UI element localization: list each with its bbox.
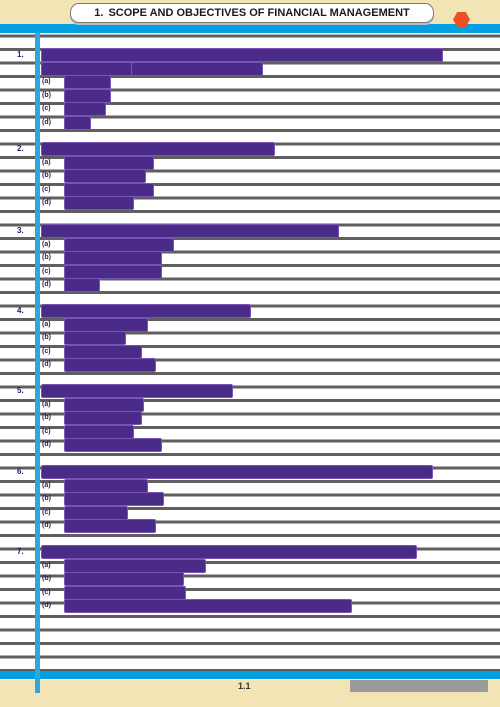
footer-publisher-text bbox=[350, 680, 488, 692]
question-text-line bbox=[42, 143, 274, 155]
option-label: (c) bbox=[42, 508, 51, 516]
question-text-line bbox=[42, 385, 232, 397]
option-text bbox=[65, 587, 185, 599]
option-text bbox=[65, 507, 127, 519]
question-number: 7. bbox=[17, 547, 24, 556]
option-text bbox=[65, 560, 205, 572]
option-label: (c) bbox=[42, 588, 51, 596]
option-text bbox=[65, 279, 99, 291]
option-text bbox=[65, 480, 147, 492]
question-number: 1. bbox=[17, 50, 24, 59]
option-label: (b) bbox=[42, 414, 51, 421]
option-text bbox=[65, 439, 161, 451]
option-text bbox=[65, 197, 133, 209]
option-label: (c) bbox=[42, 267, 51, 275]
option-text bbox=[65, 157, 153, 169]
option-label: (a) bbox=[42, 561, 51, 569]
option-label: (c) bbox=[42, 347, 51, 355]
question-number: 2. bbox=[17, 144, 24, 153]
top-blue-rule bbox=[0, 24, 500, 33]
chapter-title-banner bbox=[70, 3, 434, 23]
option-label: (d) bbox=[42, 118, 51, 126]
option-text bbox=[65, 90, 110, 102]
option-text bbox=[65, 170, 145, 182]
option-text bbox=[65, 103, 105, 115]
question-text-line bbox=[42, 466, 432, 478]
option-text bbox=[65, 493, 163, 505]
question-text-line bbox=[132, 63, 262, 75]
option-text bbox=[65, 359, 155, 371]
option-label: (c) bbox=[42, 105, 51, 112]
option-label: (b) bbox=[42, 334, 51, 341]
option-label: (a) bbox=[42, 240, 51, 248]
option-label: (a) bbox=[42, 400, 51, 408]
question-text-line bbox=[42, 49, 442, 61]
option-label: (a) bbox=[42, 481, 51, 489]
option-text bbox=[65, 184, 153, 196]
option-label: (d) bbox=[42, 602, 51, 609]
option-text bbox=[65, 412, 141, 424]
option-text bbox=[65, 332, 125, 344]
question-text-line bbox=[42, 63, 132, 75]
option-text bbox=[65, 319, 147, 331]
page-number: 1.1 bbox=[238, 681, 251, 691]
option-text bbox=[65, 76, 110, 88]
question-number: 3. bbox=[17, 226, 24, 235]
option-label: (a) bbox=[42, 158, 51, 166]
option-label: (c) bbox=[42, 185, 51, 193]
option-label: (d) bbox=[42, 441, 51, 448]
option-text bbox=[65, 399, 143, 411]
option-text bbox=[65, 117, 90, 129]
option-label: (a) bbox=[42, 320, 51, 328]
option-label: (b) bbox=[42, 172, 51, 179]
option-label: (c) bbox=[42, 427, 51, 435]
option-text bbox=[65, 426, 133, 438]
option-label: (b) bbox=[42, 254, 51, 261]
option-text bbox=[65, 346, 141, 358]
option-label: (a) bbox=[42, 78, 51, 85]
bottom-blue-rule bbox=[0, 671, 500, 679]
question-text-line bbox=[42, 225, 338, 237]
chapter-title: SCOPE AND OBJECTIVES OF FINANCIAL MANAGEMENT bbox=[108, 7, 410, 19]
option-label: (d) bbox=[42, 522, 51, 529]
option-text bbox=[65, 239, 173, 251]
option-label: (b) bbox=[42, 575, 51, 582]
option-label: (b) bbox=[42, 91, 51, 99]
option-label: (d) bbox=[42, 281, 51, 288]
left-margin-line bbox=[35, 33, 40, 693]
question-text-line bbox=[42, 305, 250, 317]
option-label: (b) bbox=[42, 495, 51, 502]
chapter-number: 1. bbox=[94, 7, 104, 19]
question-number: 4. bbox=[17, 306, 24, 315]
question-number: 5. bbox=[17, 386, 24, 395]
option-text bbox=[65, 600, 351, 612]
option-label: (d) bbox=[42, 361, 51, 368]
option-text bbox=[65, 520, 155, 532]
option-text bbox=[65, 252, 161, 264]
option-label: (d) bbox=[42, 199, 51, 206]
question-number: 6. bbox=[17, 467, 24, 476]
option-text bbox=[65, 266, 161, 278]
question-text-line bbox=[42, 546, 416, 558]
option-text bbox=[65, 573, 183, 585]
